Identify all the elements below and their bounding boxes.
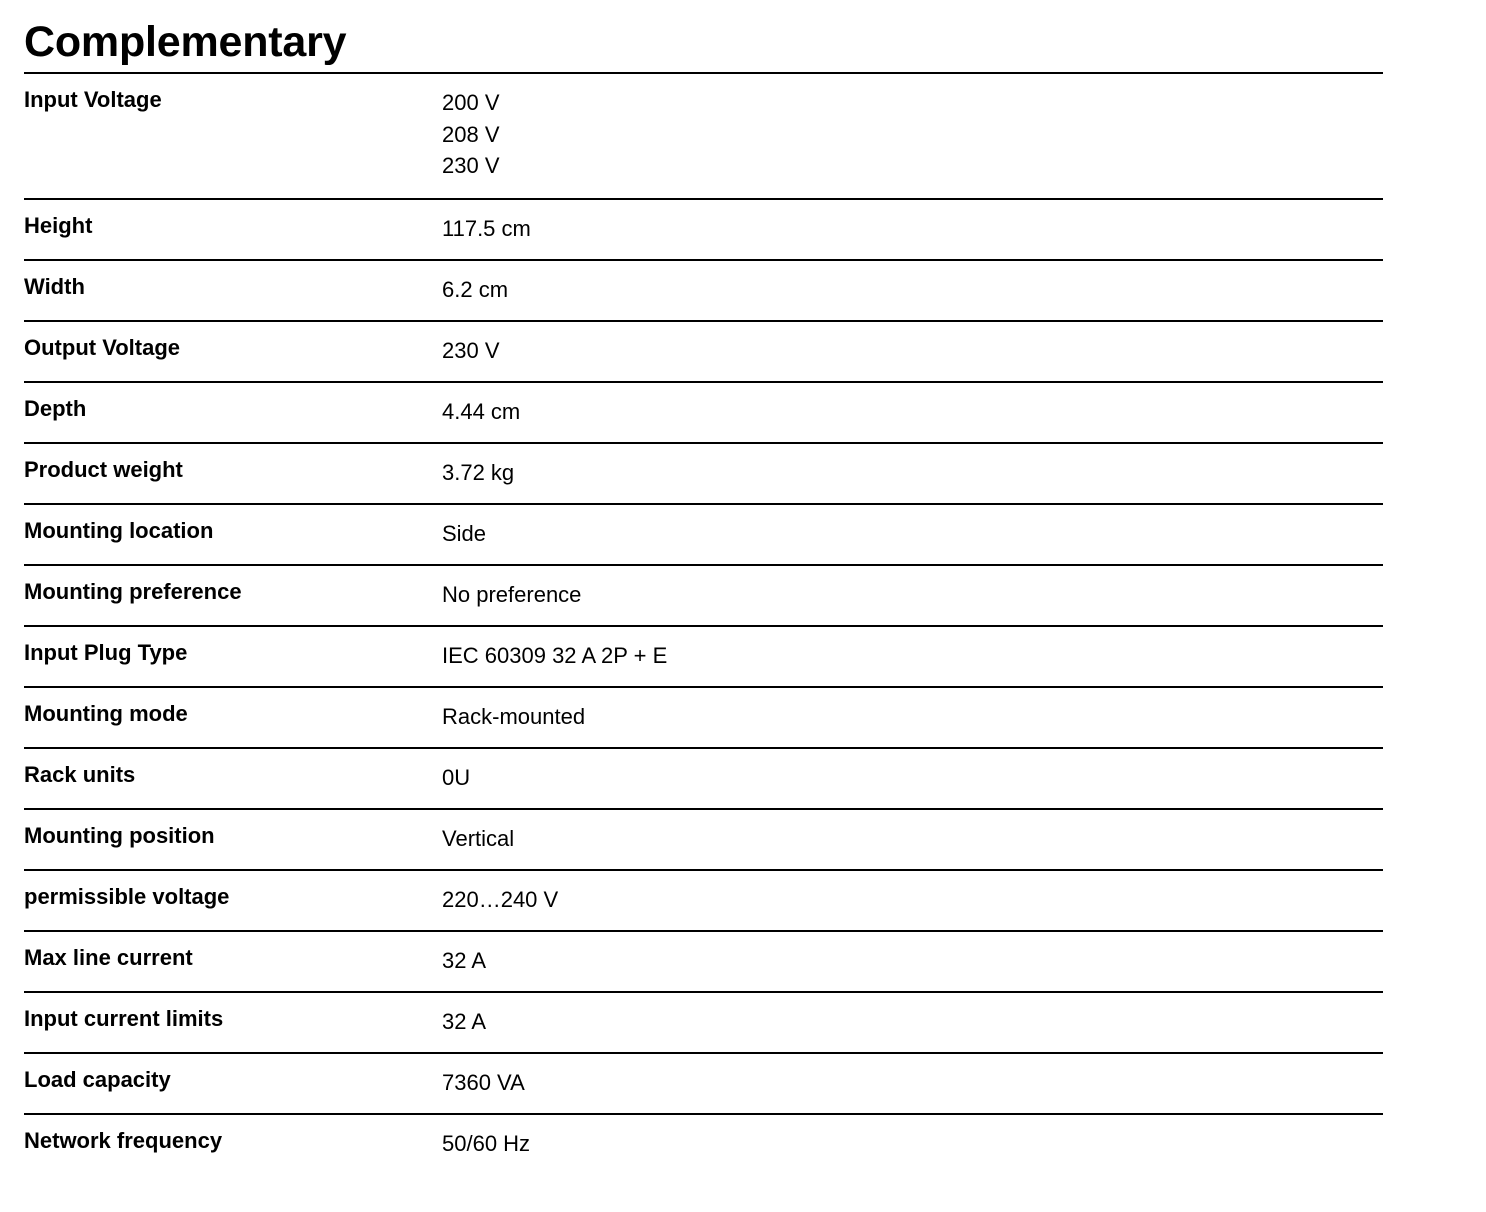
spec-row-mounting-location bbox=[24, 504, 1383, 565]
spec-value: IEC 60309 32 A 2P + E bbox=[442, 642, 668, 668]
spec-row-input-current-limits bbox=[24, 992, 1383, 1053]
spec-row-product-weight bbox=[24, 443, 1383, 504]
spec-value bbox=[442, 73, 1383, 199]
spec-row-width bbox=[24, 260, 1383, 321]
spec-row-network-frequency bbox=[24, 1114, 1383, 1175]
spec-row-mounting-mode bbox=[24, 687, 1383, 748]
spec-label: Input Voltage bbox=[24, 87, 162, 112]
spec-label: permissible voltage bbox=[24, 883, 230, 909]
spec-label: Mounting position bbox=[24, 822, 215, 848]
spec-value: Rack-mounted bbox=[442, 703, 586, 729]
spec-label: Mounting preference bbox=[24, 578, 242, 604]
spec-value-line: 208 V bbox=[442, 121, 500, 147]
spec-row-input-plug-type bbox=[24, 626, 1383, 687]
spec-value: 220…240 V bbox=[442, 886, 559, 912]
spec-label: Input current limits bbox=[24, 1005, 224, 1031]
spec-label: Mounting mode bbox=[24, 700, 188, 726]
spec-value-line: 230 V bbox=[442, 153, 500, 178]
spec-value: 32 A bbox=[442, 1008, 487, 1034]
spec-value: Side bbox=[442, 520, 487, 546]
spec-row-height bbox=[24, 199, 1383, 260]
spec-label: Load capacity bbox=[24, 1066, 171, 1092]
spec-label: Height bbox=[24, 212, 93, 238]
spec-table bbox=[24, 72, 1383, 1175]
spec-label: Depth bbox=[24, 395, 87, 421]
spec-row-load-capacity bbox=[24, 1053, 1383, 1114]
spec-value: 50/60 Hz bbox=[442, 1130, 531, 1156]
spec-label: Output Voltage bbox=[24, 334, 181, 360]
spec-label: Max line current bbox=[24, 944, 193, 970]
spec-value: 0U bbox=[442, 764, 471, 790]
spec-row-output-voltage bbox=[24, 321, 1383, 382]
spec-label: Rack units bbox=[24, 761, 136, 787]
spec-row-mounting-position bbox=[24, 809, 1383, 870]
spec-row-rack-units bbox=[24, 748, 1383, 809]
spec-value: 32 A bbox=[442, 947, 487, 973]
spec-row-max-line-current bbox=[24, 931, 1383, 992]
spec-row-permissible-voltage bbox=[24, 870, 1383, 931]
spec-value: 230 V bbox=[442, 337, 500, 363]
spec-value: 7360 VA bbox=[442, 1069, 525, 1095]
spec-value: No preference bbox=[442, 581, 582, 607]
spec-value: 117.5 cm bbox=[442, 215, 531, 241]
spec-sheet bbox=[24, 0, 1383, 1175]
spec-label: Width bbox=[24, 273, 85, 299]
spec-row-mounting-preference bbox=[24, 565, 1383, 626]
spec-label: Product weight bbox=[24, 456, 183, 482]
spec-row-input-voltage bbox=[24, 73, 1383, 199]
spec-value: 4.44 cm bbox=[442, 398, 521, 424]
spec-value: Vertical bbox=[442, 825, 515, 851]
spec-label: Network frequency bbox=[24, 1127, 223, 1153]
spec-label: Input Plug Type bbox=[24, 639, 188, 665]
spec-value: 6.2 cm bbox=[442, 276, 509, 302]
spec-value: 3.72 kg bbox=[442, 459, 515, 485]
spec-value-line: 200 V bbox=[442, 90, 500, 115]
spec-label: Mounting location bbox=[24, 517, 214, 543]
spec-row-depth bbox=[24, 382, 1383, 443]
section-title: Complementary bbox=[24, 18, 347, 66]
